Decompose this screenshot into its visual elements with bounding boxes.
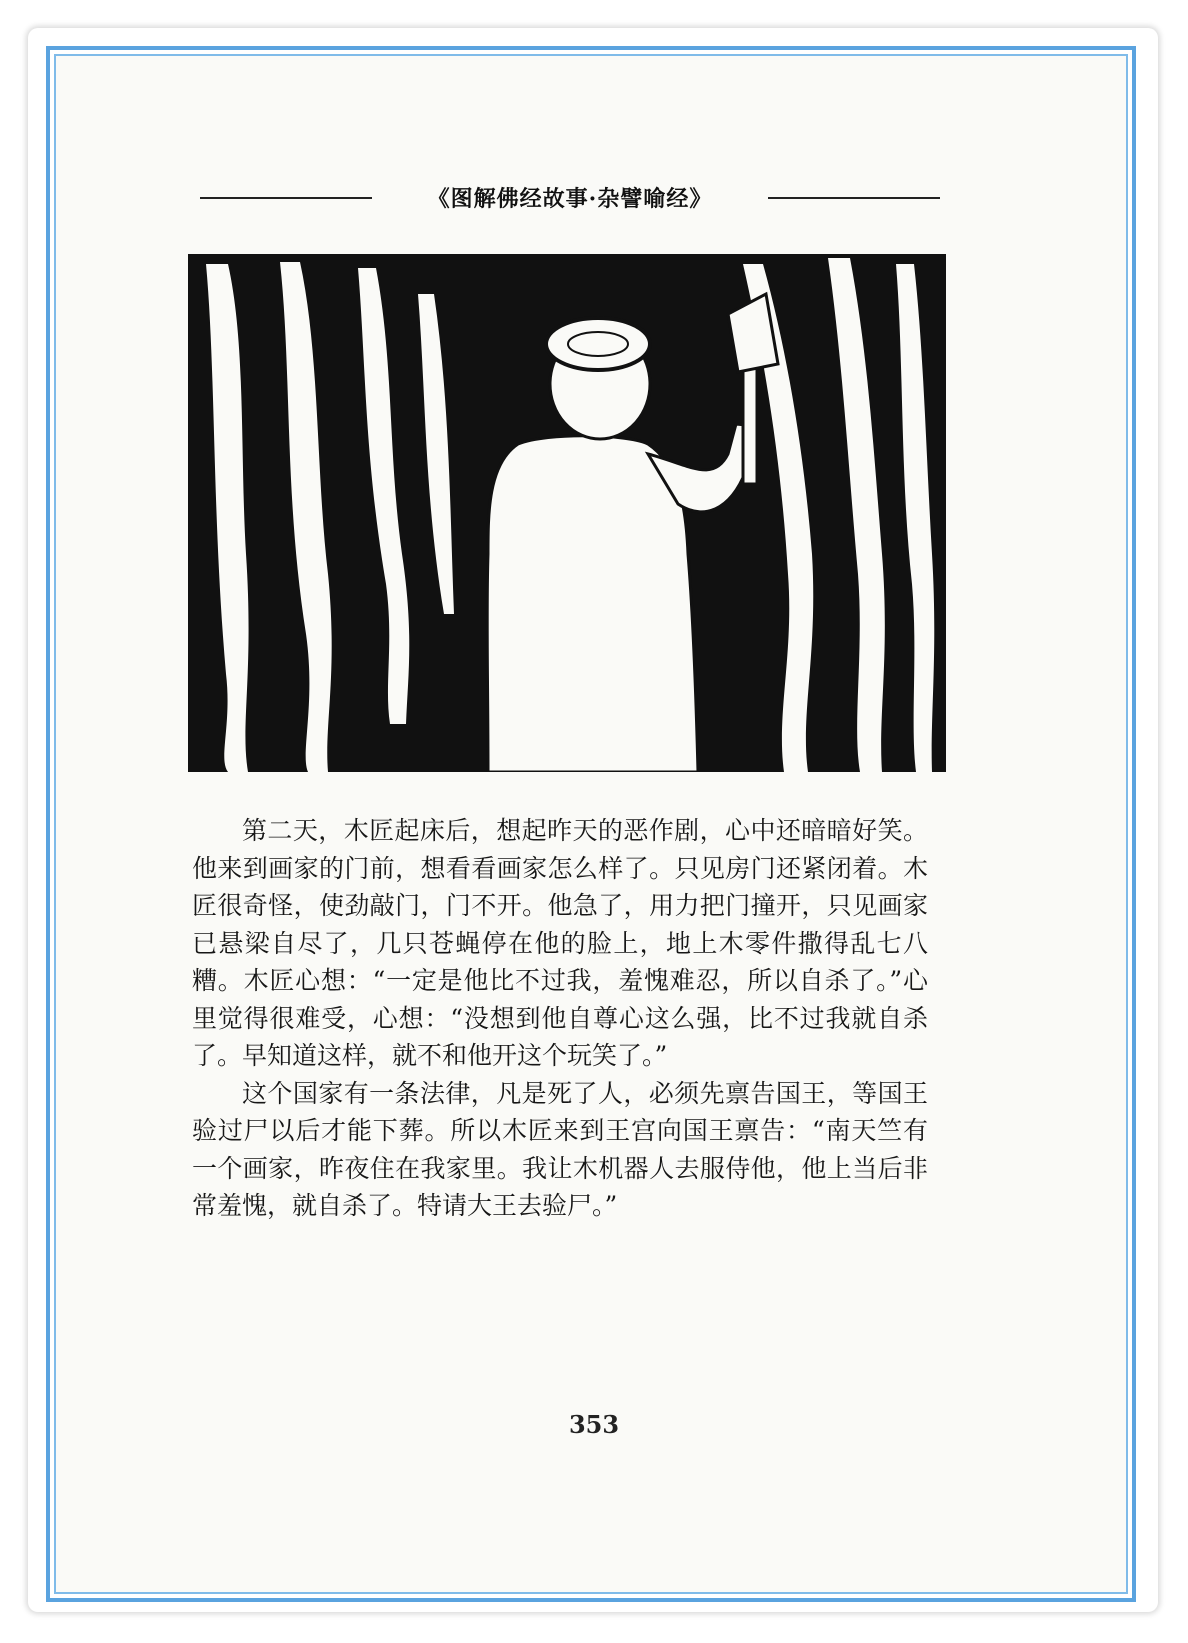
header-rule-right bbox=[768, 197, 940, 199]
page-number: 353 bbox=[568, 1410, 620, 1439]
header-title: 《图解佛经故事·杂譬喻经》 bbox=[427, 186, 713, 212]
woodcut-illustration bbox=[188, 254, 946, 772]
running-header bbox=[200, 182, 940, 212]
body-text bbox=[192, 812, 928, 1225]
paragraph-2: 这个国家有一条法律，凡是死了人，必须先禀告国王，等国王验过尸以后才能下葬。所以木匠来到王宫向国王禀告：“南天竺有一个画家，昨夜住在我家里。我让木机器人去服侍他，他上当后非常羞愧，就自杀了。特请大王去验尸。” bbox=[192, 1078, 928, 1220]
paragraph-1: 第二天，木匠起床后，想起昨天的恶作剧，心中还暗暗好笑。他来到画家的门前，想看看画家怎么样了。只见房门还紧闭着。木匠很奇怪，使劲敲门，门不开。他急了，用力把门撞开，只见画家已悬梁自尽了，几只苍蝇停在他的脸上，地上木零件撒得乱七八糟。木匠心想：“一定是他比不过我，羞愧难忍，所以自杀了。”心里觉得很难受，心想：“没想到他自尊心这么强，比不过我就自杀了。早知道这样，就不和他开这个玩笑了。” bbox=[192, 816, 928, 1070]
